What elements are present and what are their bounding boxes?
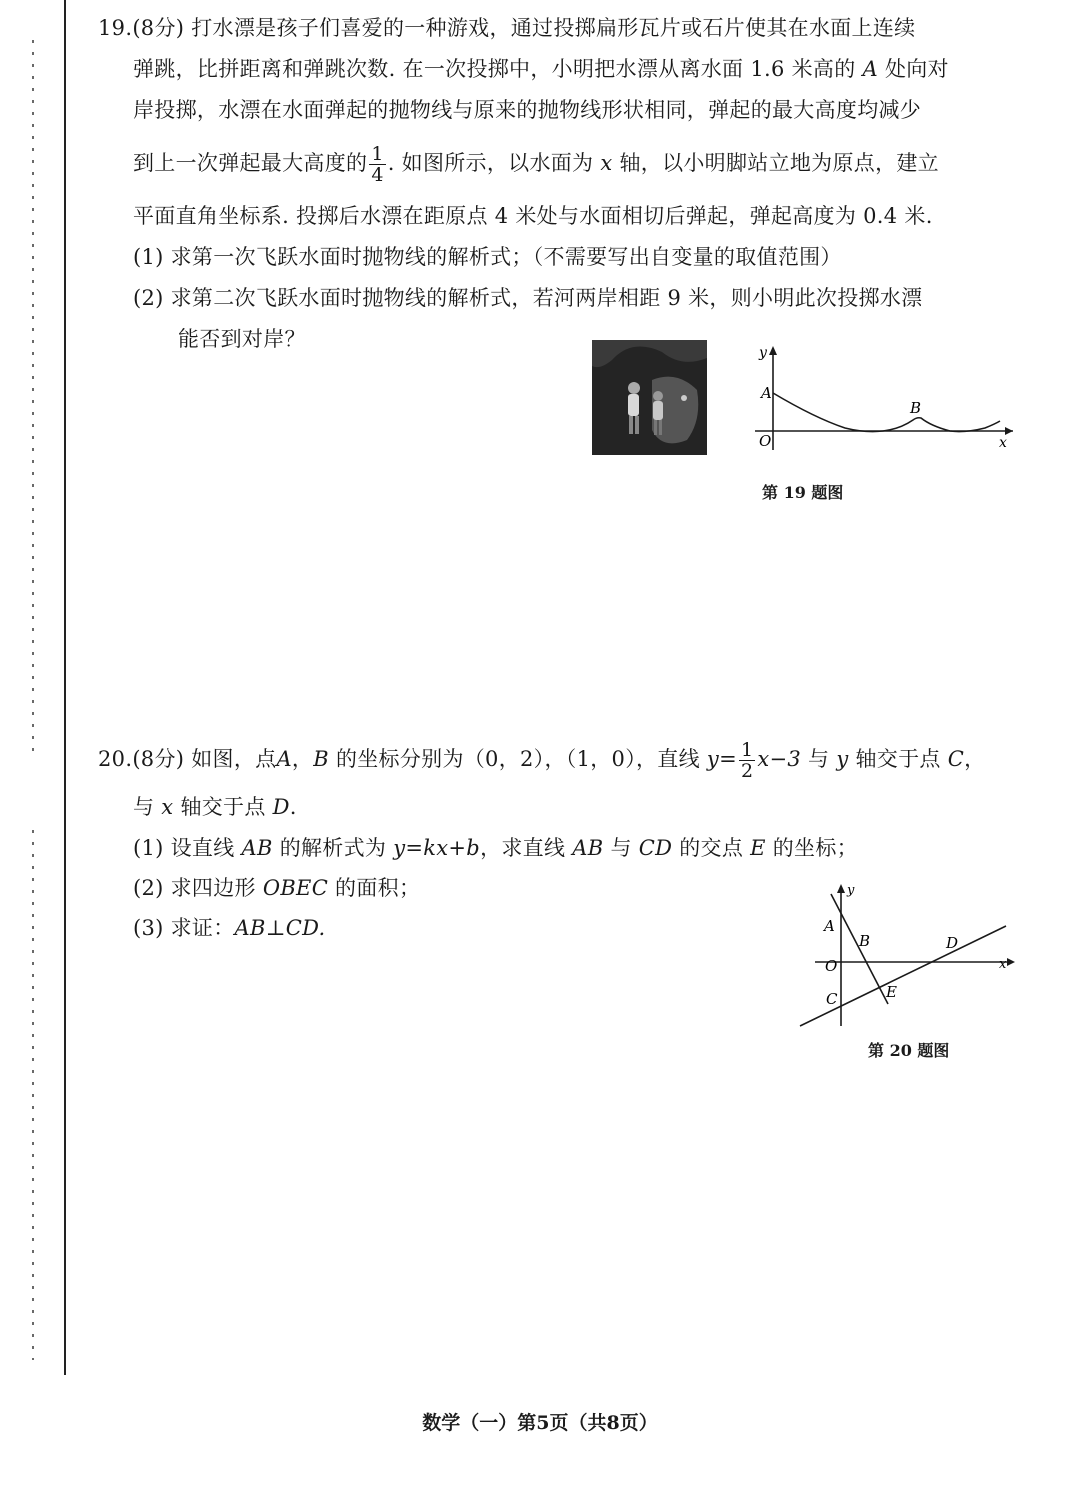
- q19-line-3: 岸投掷，水漂在水面弹起的抛物线与原来的抛物线形状相同，弹起的最大高度均减少: [133, 98, 922, 122]
- point-A-label: A: [761, 384, 772, 402]
- q20-part-1: (1) 设直线 AB 的解析式为 y=kx+b，求直线 AB 与 CD 的交点 E 的坐标；: [133, 836, 858, 860]
- x-axis-arrow: [1007, 958, 1015, 966]
- q19-line-5: 平面直角坐标系. 投掷后水漂在距原点 4 米处与水面相切后弹起，弹起高度为 0.4 米.: [133, 204, 933, 228]
- point-E-label: E: [886, 983, 897, 1001]
- y-axis-arrow: [769, 346, 777, 355]
- origin-label: O: [825, 957, 838, 975]
- q19-part-2-cont: 能否到对岸？: [178, 327, 306, 351]
- q19-line-1: 19.(8分) 打水漂是孩子们喜爱的一种游戏，通过投掷扁形瓦片或石片使其在水面上连续: [98, 16, 916, 40]
- q19-points: (8分): [132, 16, 185, 40]
- q20-line-2: 与 x 轴交于点 D.: [133, 795, 297, 819]
- point-B-label: B: [859, 932, 871, 950]
- x-axis-arrow: [1005, 427, 1013, 435]
- q20-number: 20.: [98, 747, 133, 771]
- q19-part-2: (2) 求第二次飞跃水面时抛物线的解析式，若河两岸相距 9 米，则小明此次投掷水漂: [133, 286, 923, 310]
- q20-line-1: 20.(8分) 如图，点A，B 的坐标分别为（0，2），（1，0），直线 y= $\frac{1}{2}$ x−3 与 y 轴交于点 C，: [98, 739, 986, 782]
- q20-figure-caption: 第 20 题图: [868, 1041, 950, 1060]
- origin-label: O: [759, 432, 772, 450]
- y-label: y: [759, 345, 767, 361]
- parabola-path: [773, 393, 1000, 432]
- page-footer: 数学（一）第5页（共8页）: [422, 1412, 658, 1434]
- q19-part-1: (1) 求第一次飞跃水面时抛物线的解析式；（不需要写出自变量的取值范围）: [133, 245, 842, 269]
- skipping-stones-photo: [592, 340, 707, 455]
- q20-points: (8分): [132, 747, 185, 771]
- x-label: x: [999, 435, 1007, 451]
- fraction-one-half: $\frac{1}{2}$: [740, 739, 754, 782]
- fraction-one-quarter: $\frac{1}{4}$: [371, 143, 384, 186]
- line-CD: [800, 926, 1006, 1026]
- q19-line-4: 到上一次弹起最大高度的 $\frac{1}{4}$ . 如图所示，以水面为 x 轴，以小明脚站立地为原点，建立: [133, 143, 939, 186]
- point-C-label: C: [826, 990, 838, 1008]
- binding-margin-dots: [30, 40, 36, 1360]
- point-A-label: A: [824, 917, 835, 935]
- y-label: y: [847, 883, 855, 898]
- q19-figure-caption: 第 19 题图: [762, 483, 844, 502]
- q19-parabola-graph: [745, 338, 1020, 458]
- q20-part-2: (2) 求四边形 OBEC 的面积；: [133, 876, 421, 900]
- q19-line-2: 弹跳，比拼距离和弹跳次数. 在一次投掷中，小明把水漂从离水面 1.6 米高的 A 处向对: [133, 57, 949, 81]
- q20-lines-graph: [795, 878, 1020, 1033]
- y-axis-arrow: [837, 884, 845, 893]
- q20-part-3: (3) 求证：AB⊥CD.: [133, 916, 326, 940]
- point-B-label: B: [910, 399, 922, 417]
- x-label: x: [999, 957, 1007, 972]
- q19-number: 19.: [98, 16, 133, 40]
- binding-margin-rule: [64, 0, 66, 1375]
- point-D-label: D: [946, 934, 959, 952]
